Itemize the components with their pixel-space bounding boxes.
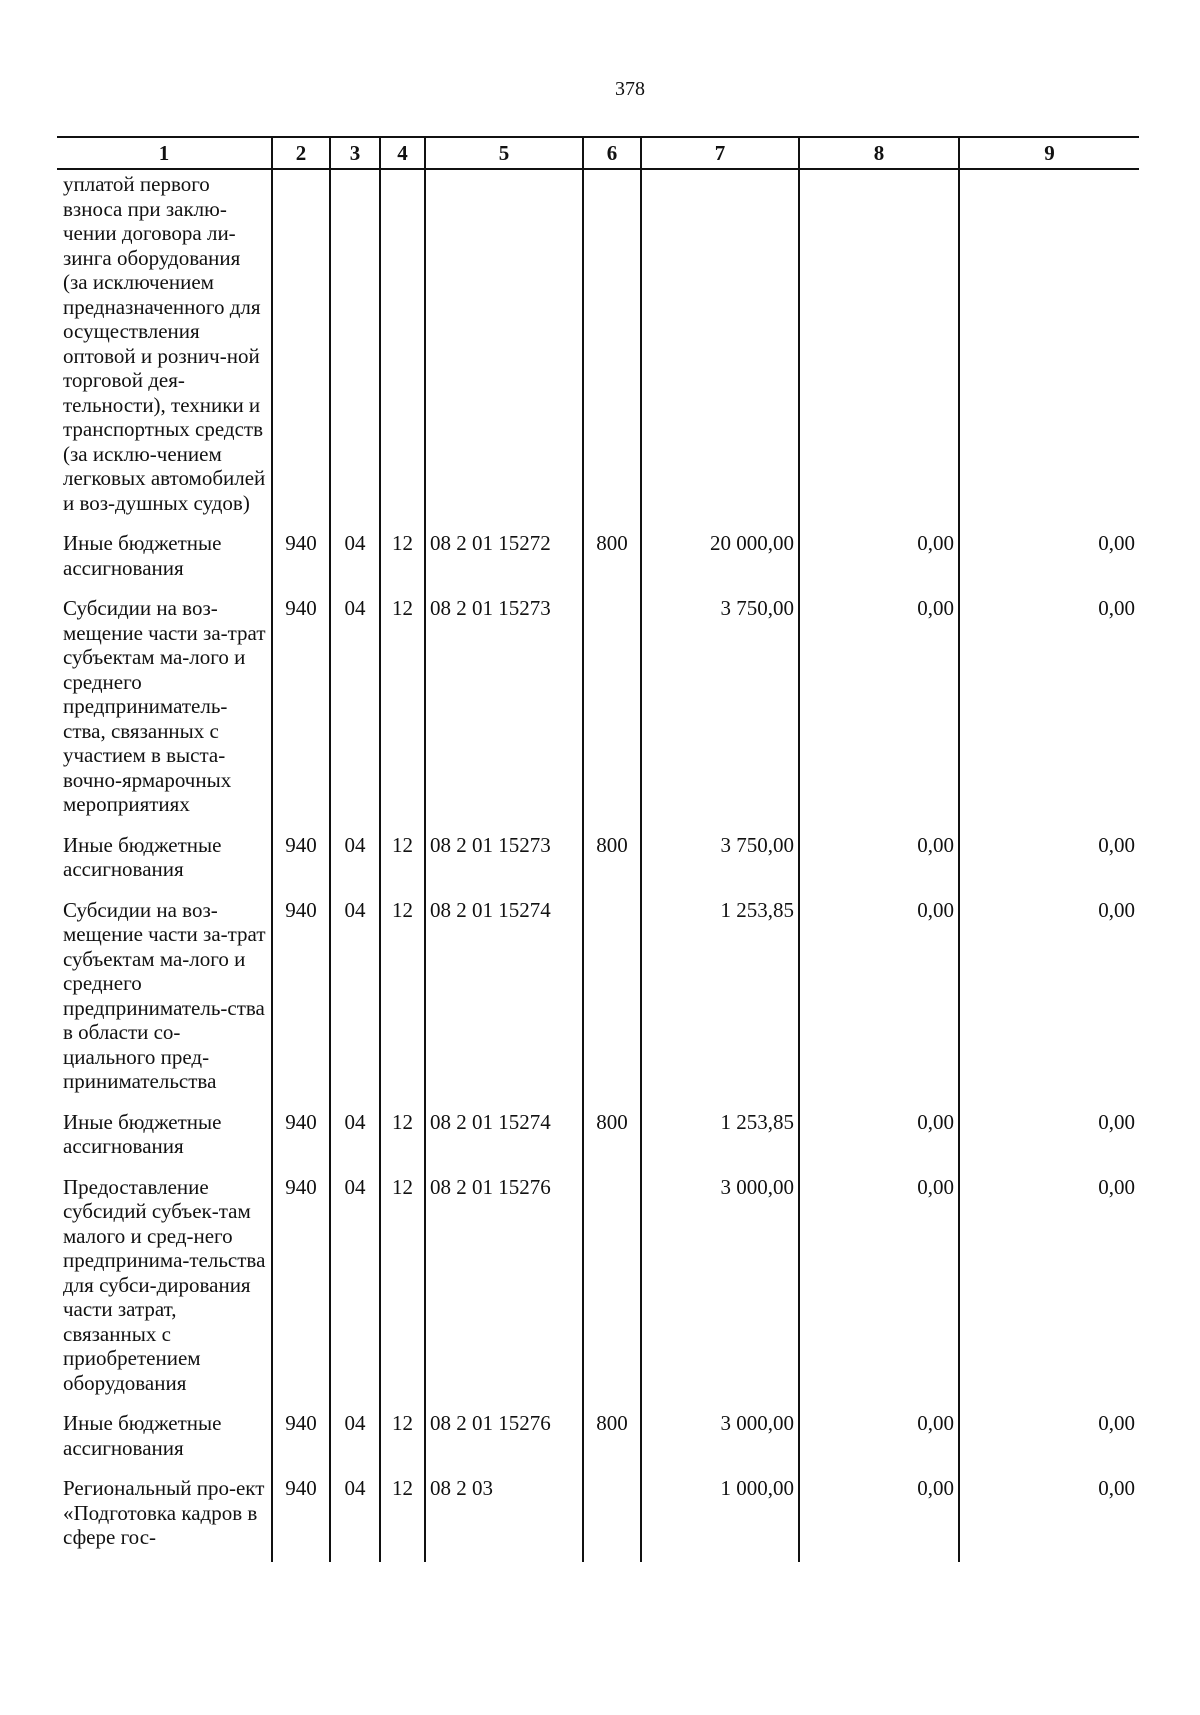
table-row (57, 1411, 1139, 1476)
amount-col-9: 0,00 (959, 1476, 1139, 1562)
amount-col-7: 3 750,00 (641, 833, 799, 898)
code-subsection: 12 (380, 1476, 425, 1562)
code-subsection: 12 (380, 1110, 425, 1175)
column-header: 2 (272, 137, 330, 169)
amount-col-8: 0,00 (799, 1110, 959, 1175)
code-expense-type: 800 (583, 1110, 641, 1175)
code-ministry: 940 (272, 1476, 330, 1562)
code-subsection: 12 (380, 898, 425, 1110)
amount-col-8: 0,00 (799, 833, 959, 898)
page-number: 378 (615, 78, 645, 100)
row-description: Субсидии на воз-мещение части за-трат субъектам ма-лого и среднего предприниматель-ства, связанных с участием в выста-вочно-ярмарочных мероприятиях (63, 596, 266, 816)
column-header: 8 (799, 137, 959, 169)
code-expense-type (583, 898, 641, 1110)
amount-col-8 (799, 169, 959, 531)
code-target-article: 08 2 01 15273 (425, 833, 583, 898)
code-target-article: 08 2 01 15272 (425, 531, 583, 596)
code-expense-type: 800 (583, 1411, 641, 1476)
code-ministry: 940 (272, 898, 330, 1110)
amount-col-7: 1 000,00 (641, 1476, 799, 1562)
column-header: 4 (380, 137, 425, 169)
code-subsection: 12 (380, 833, 425, 898)
amount-col-9 (959, 169, 1139, 531)
table-row (57, 596, 1139, 833)
code-section: 04 (330, 596, 380, 833)
code-subsection: 12 (380, 1411, 425, 1476)
budget-table (57, 136, 1139, 1562)
column-header: 7 (641, 137, 799, 169)
code-section: 04 (330, 1110, 380, 1175)
code-target-article: 08 2 01 15274 (425, 1110, 583, 1175)
amount-col-7: 1 253,85 (641, 1110, 799, 1175)
code-subsection: 12 (380, 1175, 425, 1412)
code-ministry: 940 (272, 1411, 330, 1476)
code-section (330, 169, 380, 531)
amount-col-8: 0,00 (799, 531, 959, 596)
code-target-article: 08 2 01 15276 (425, 1175, 583, 1412)
header-row (57, 137, 1139, 169)
code-expense-type: 800 (583, 833, 641, 898)
code-target-article (425, 169, 583, 531)
table-row (57, 169, 1139, 531)
table-row (57, 1110, 1139, 1175)
amount-col-8: 0,00 (799, 1476, 959, 1562)
code-subsection: 12 (380, 531, 425, 596)
code-section: 04 (330, 1476, 380, 1562)
amount-col-8: 0,00 (799, 596, 959, 833)
code-target-article: 08 2 01 15273 (425, 596, 583, 833)
amount-col-7: 3 750,00 (641, 596, 799, 833)
code-ministry: 940 (272, 1110, 330, 1175)
code-ministry: 940 (272, 833, 330, 898)
amount-col-8: 0,00 (799, 898, 959, 1110)
code-ministry: 940 (272, 531, 330, 596)
row-description: Субсидии на воз-мещение части за-трат субъектам ма-лого и среднего предприниматель-ства в области со-циального пред-принимательства (63, 897, 266, 1093)
code-expense-type (583, 1175, 641, 1412)
column-header: 5 (425, 137, 583, 169)
code-expense-type: 800 (583, 531, 641, 596)
table-row (57, 531, 1139, 596)
code-section: 04 (330, 1411, 380, 1476)
code-target-article: 08 2 03 (425, 1476, 583, 1562)
code-ministry (272, 169, 330, 531)
code-ministry: 940 (272, 596, 330, 833)
code-target-article: 08 2 01 15276 (425, 1411, 583, 1476)
row-description: Иные бюджетные ассигнования (63, 1411, 222, 1460)
amount-col-9: 0,00 (959, 596, 1139, 833)
code-subsection (380, 169, 425, 531)
amount-col-9: 0,00 (959, 1411, 1139, 1476)
column-header: 3 (330, 137, 380, 169)
code-section: 04 (330, 833, 380, 898)
amount-col-9: 0,00 (959, 898, 1139, 1110)
table-row (57, 833, 1139, 898)
row-description: Региональный про-ект «Подготовка кадров в сфере гос- (63, 1476, 265, 1549)
table-row (57, 1175, 1139, 1412)
row-description: Иные бюджетные ассигнования (63, 1109, 222, 1158)
row-description: Предоставление субсидий субъек-там малого и сред-него предпринима-тельства для субси-дирования части затрат, связанных с приобретением оборудования (63, 1174, 266, 1395)
code-target-article: 08 2 01 15274 (425, 898, 583, 1110)
row-description: уплатой первого взноса при заклю-чении договора ли-зинга оборудования (за исключением предназначенного для осуществления оптовой и рознич-ной торговой дея-тельности), техники и транспортных средств (за исклю-чением легковых автомобилей и воз-душных судов) (63, 172, 266, 515)
code-ministry: 940 (272, 1175, 330, 1412)
amount-col-8: 0,00 (799, 1175, 959, 1412)
amount-col-7: 3 000,00 (641, 1411, 799, 1476)
amount-col-8: 0,00 (799, 1411, 959, 1476)
table-row (57, 898, 1139, 1110)
code-expense-type (583, 169, 641, 531)
column-header: 1 (57, 137, 272, 169)
code-section: 04 (330, 1175, 380, 1412)
code-section: 04 (330, 898, 380, 1110)
table-row (57, 1476, 1139, 1562)
amount-col-7: 20 000,00 (641, 531, 799, 596)
amount-col-7: 1 253,85 (641, 898, 799, 1110)
column-header: 9 (959, 137, 1139, 169)
amount-col-9: 0,00 (959, 833, 1139, 898)
amount-col-9: 0,00 (959, 1175, 1139, 1412)
amount-col-7 (641, 169, 799, 531)
amount-col-7: 3 000,00 (641, 1175, 799, 1412)
code-subsection: 12 (380, 596, 425, 833)
code-expense-type (583, 596, 641, 833)
code-section: 04 (330, 531, 380, 596)
row-description: Иные бюджетные ассигнования (63, 832, 222, 881)
amount-col-9: 0,00 (959, 1110, 1139, 1175)
row-description: Иные бюджетные ассигнования (63, 531, 222, 580)
column-header: 6 (583, 137, 641, 169)
code-expense-type (583, 1476, 641, 1562)
amount-col-9: 0,00 (959, 531, 1139, 596)
